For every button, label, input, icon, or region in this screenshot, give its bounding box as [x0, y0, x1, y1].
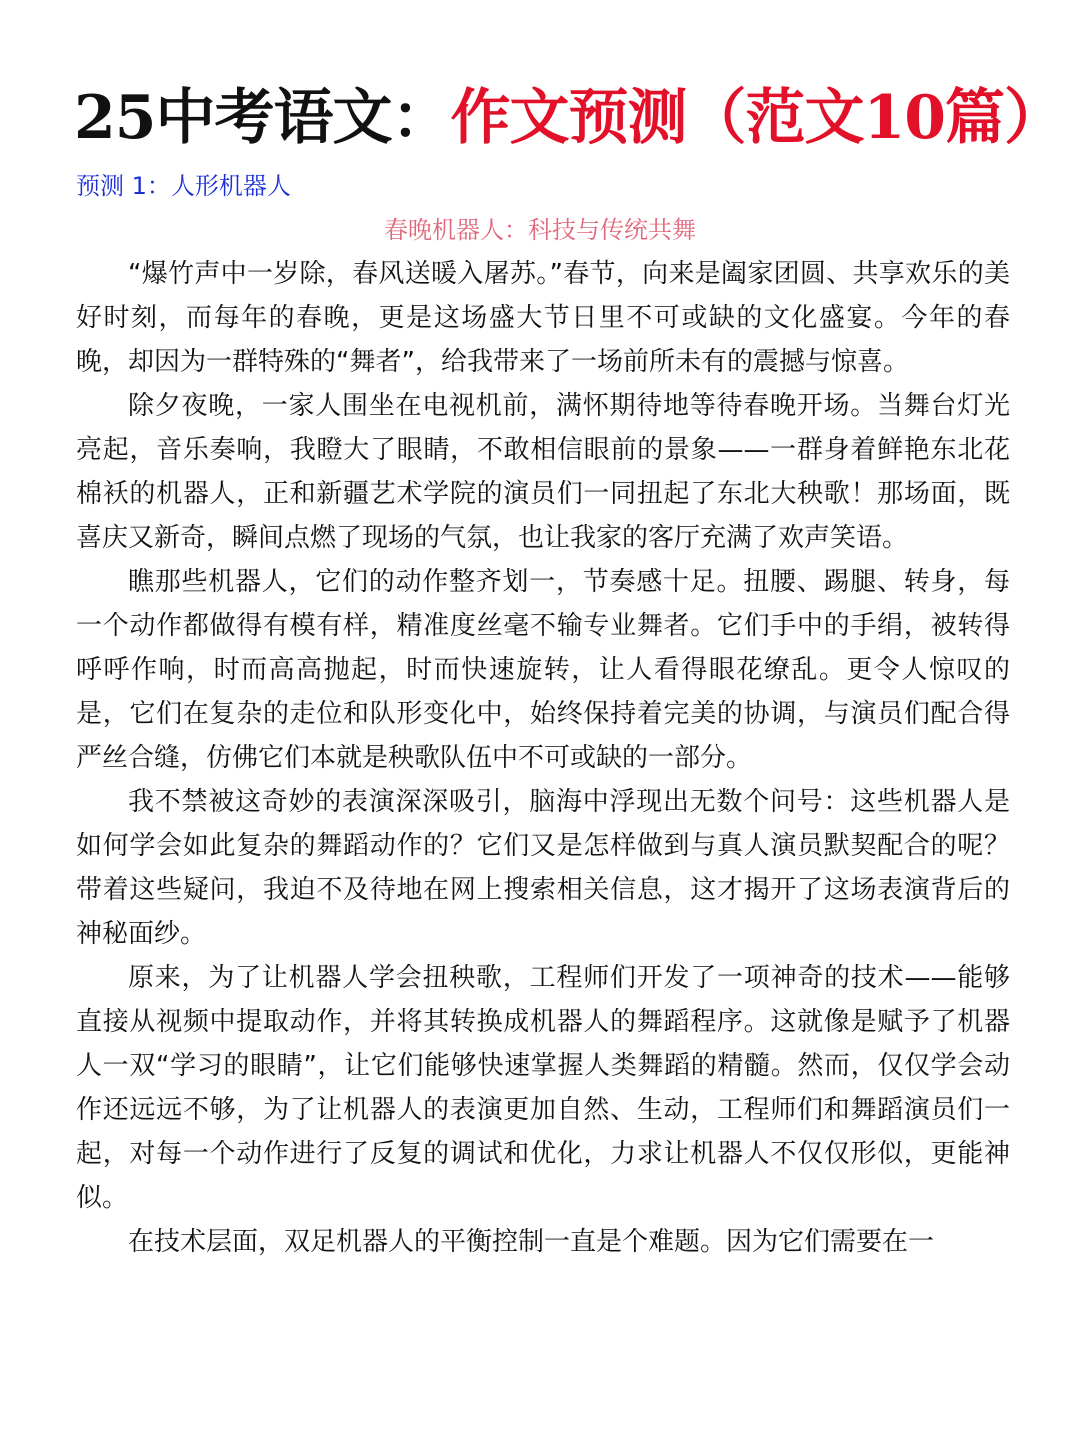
essay-body [76, 252, 1010, 1362]
paragraph-4: 我不禁被这奇妙的表演深深吸引，脑海中浮现出无数个问号：这些机器人是如何学会如此复杂的舞蹈动作的？它们又是怎样做到与真人演员默契配合的呢？带着这些疑问，我迫不及待地在网上搜索相关信息，这才揭开了这场表演背后的神秘面纱。 [76, 787, 1010, 949]
paragraph-2: 除夕夜晚，一家人围坐在电视机前，满怀期待地等待春晚开场。当舞台灯光亮起，音乐奏响，我瞪大了眼睛，不敢相信眼前的景象——一群身着鲜艳东北花棉袄的机器人，正和新疆艺术学院的演员们一同扭起了东北大秧歌！那场面，既喜庆又新奇，瞬间点燃了现场的气氛，也让我家的客厅充满了欢声笑语。 [76, 391, 1010, 553]
paragraph-6: 在技术层面，双足机器人的平衡控制一直是个难题。因为它们需要在一 [128, 1227, 935, 1257]
paragraph-5: 原来，为了让机器人学会扭秧歌，工程师们开发了一项神奇的技术——能够直接从视频中提取动作，并将其转换成机器人的舞蹈程序。这就像是赋予了机器人一双“学习的眼睛”，让它们能够快速掌握人类舞蹈的精髓。然而，仅仅学会动作还远远不够，为了让机器人的表演更加自然、生动，工程师们和舞蹈演员们一起，对每一个动作进行了反复的调试和优化，力求让机器人不仅仅形似，更能神似。 [76, 963, 1010, 1213]
title-highlight: 作文预测（范文10篇） [450, 83, 1063, 153]
paragraph-3: 瞧那些机器人，它们的动作整齐划一，节奏感十足。扭腰、踢腿、转身，每一个动作都做得有模有样，精准度丝毫不输专业舞者。它们手中的手绢，被转得呼呼作响，时而高高抛起，时而快速旋转，让人看得眼花缭乱。更令人惊叹的是，它们在复杂的走位和队形变化中，始终保持着完美的协调，与演员们配合得严丝合缝，仿佛它们本就是秧歌队伍中不可或缺的一部分。 [76, 567, 1010, 773]
essay-subtitle: 春晚机器人：科技与传统共舞 [384, 216, 696, 244]
page-title [74, 78, 1063, 158]
paragraph-1: “爆竹声中一岁除，春风送暖入屠苏。”春节，向来是阖家团圆、共享欢乐的美好时刻，而每年的春晚，更是这场盛大节日里不可或缺的文化盛宴。今年的春晚，却因为一群特殊的“舞者”，给我带来了一场前所未有的震撼与惊喜。 [76, 259, 1010, 377]
prediction-label: 预测 1：人形机器人 [76, 172, 291, 200]
title-prefix: 25中考语文： [74, 83, 451, 153]
